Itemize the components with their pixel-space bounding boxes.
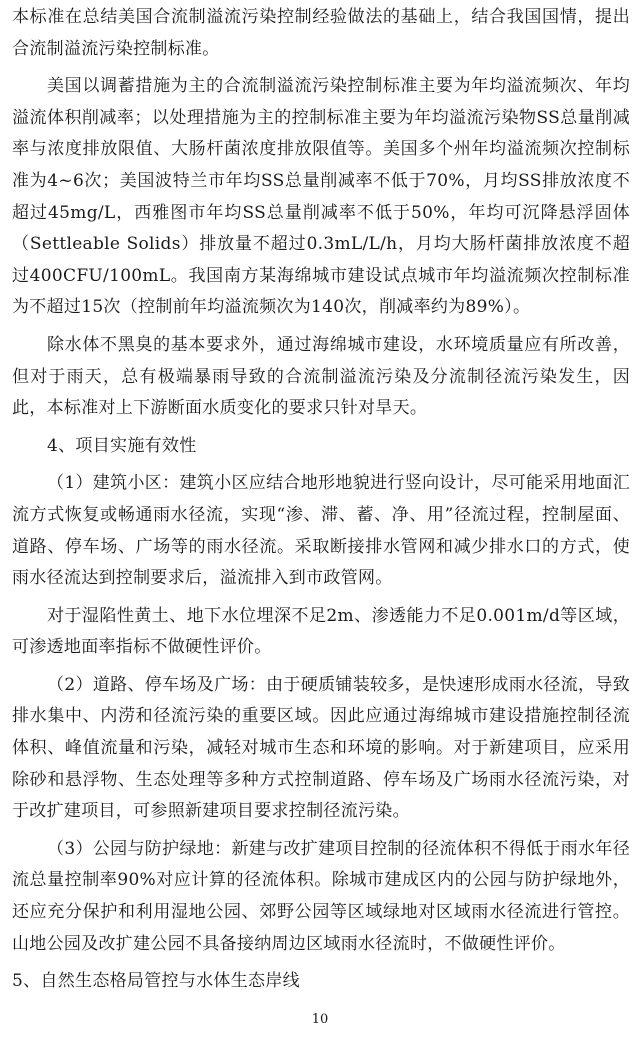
document-body xyxy=(12,2,630,998)
paragraph-us-standards: 美国以调蓄措施为主的合流制溢流污染控制标准主要为年均溢流频次、年均溢流体积削减率；以处理措施为主的控制标准主要为年均溢流污染物SS总量削减率与浓度排放限值、大肠杆菌浓度排放限值等。美国多个州年均溢流频次控制标准为4~6次；美国波特兰市年均SS总量削减率不低于70%，月均SS排放浓度不超过45mg/L，西雅图市年均SS总量削减率不低于50%，年均可沉降悬浮固体（Settleable Solids）排放量不超过0.3mL/L/h，月均大肠杆菌排放浓度不超过400CFU/100mL。我国南方某海绵城市建设试点城市年均溢流频次控制标准为不超过15次（控制前年均溢流频次为140次，削减率约为89%）。 xyxy=(12,76,630,318)
paragraph-roads-parking: （2）道路、停车场及广场：由于硬质铺装较多，是快速形成雨水径流，导致排水集中、内涝和径流污染的重要区域。因此应通过海绵城市建设措施控制径流体积、峰值流量和污染，减轻对城市生态和环境的影响。对于新建项目，应采用除砂和悬浮物、生态处理等多种方式控制道路、停车场及广场雨水径流污染，对于改扩建项目，可参照新建项目要求控制径流污染。 xyxy=(12,674,630,822)
paragraph-water-quality: 除水体不黑臭的基本要求外，通过海绵城市建设，水环境质量应有所改善，但对于雨天，总有极端暴雨导致的合流制溢流污染及分流制径流污染发生，因此，本标准对上下游断面水质变化的要求只针对旱天。 xyxy=(12,334,630,419)
page-number: 10 xyxy=(311,1012,329,1027)
section-heading-project-effectiveness: 4、项目实施有效性 xyxy=(47,435,197,456)
paragraph-parks-greenland: （3）公园与防护绿地：新建与改扩建项目控制的径流体积不得低于雨水年径流总量控制率90%对应计算的径流体积。除城市建成区内的公园与防护绿地外，还应充分保护和利用湿地公园、郊野公园等区域绿地对区域雨水径流进行管控。山地公园及改扩建公园不具备接纳周边区域雨水径流时，不做硬性评价。 xyxy=(12,838,630,954)
section-heading-ecological-pattern: 5、自然生态格局管控与水体生态岸线 xyxy=(12,971,300,992)
paragraph-intro: 本标准在总结美国合流制溢流污染控制经验做法的基础上，结合我国国情，提出合流制溢流污染控制标准。 xyxy=(12,7,630,59)
paragraph-building-community: （1）建筑小区：建筑小区应结合地形地貌进行竖向设计，尽可能采用地面汇流方式恢复或畅通雨水径流，实现“渗、滞、蓄、净、用”径流过程，控制屋面、道路、停车场、广场等的雨水径流。采取断接排水管网和减少排水口的方式，使雨水径流达到控制要求后，溢流排入到市政管网。 xyxy=(12,473,630,589)
paragraph-loess-exception: 对于湿陷性黄土、地下水位埋深不足2m、渗透能力不足0.001m/d等区域，可渗透地面率指标不做硬性评价。 xyxy=(12,605,630,658)
